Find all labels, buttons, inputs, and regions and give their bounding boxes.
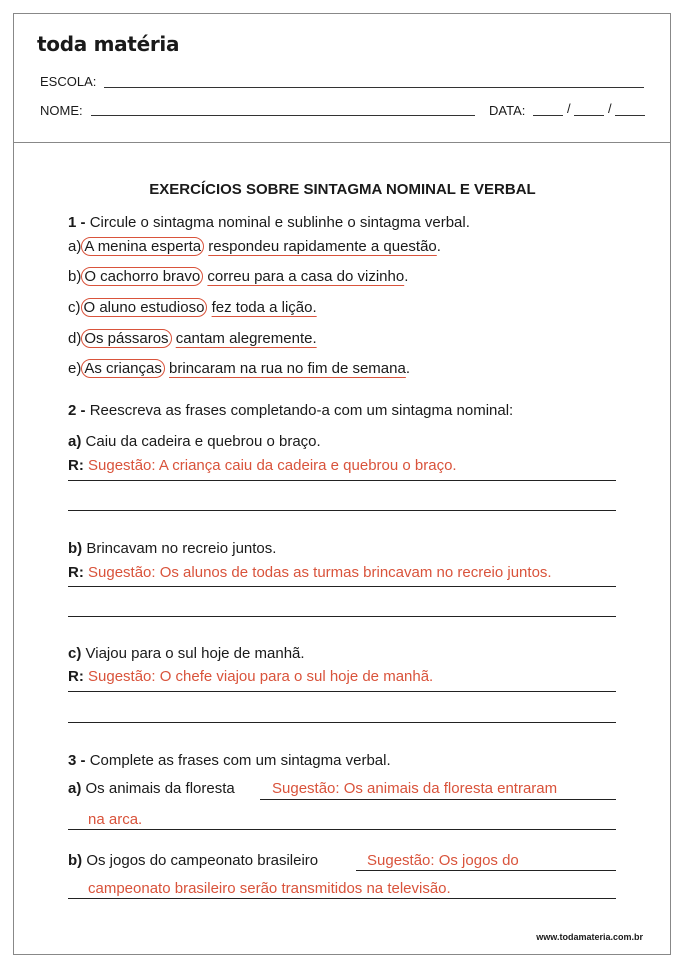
answer-line[interactable]	[68, 616, 616, 617]
nominal-phrase-circled: As crianças	[81, 359, 165, 378]
q2-item-b	[68, 540, 276, 557]
item-letter: b)	[68, 852, 83, 869]
answer-text: Sugestão: Os alunos de todas as turmas brincavam no recreio juntos.	[88, 564, 552, 581]
item-letter: c)	[68, 299, 81, 316]
item-text: Brincavam no recreio juntos.	[86, 540, 277, 557]
item-letter: a)	[68, 780, 82, 797]
q2-item-c	[68, 645, 305, 662]
footer-url[interactable]: www.todamateria.com.br	[536, 932, 643, 942]
item-letter: a)	[68, 238, 82, 255]
name-field[interactable]	[91, 115, 475, 116]
punctuation: .	[436, 238, 441, 255]
q3-item-a	[68, 780, 235, 797]
item-letter: d)	[68, 330, 82, 347]
answer-text: campeonato brasileiro serão transmitidos na televisão.	[88, 880, 451, 897]
answer-line[interactable]	[68, 829, 616, 830]
answer-line[interactable]	[68, 586, 616, 587]
item-text: Os animais da floresta	[85, 780, 235, 797]
item-letter: b)	[68, 540, 83, 557]
nominal-phrase-circled: O aluno estudioso	[81, 298, 208, 317]
school-field[interactable]	[104, 87, 644, 88]
nominal-phrase-circled: Os pássaros	[81, 329, 171, 348]
punctuation: .	[405, 360, 411, 377]
question-number: 3 -	[68, 752, 86, 769]
question-text: Circule o sintagma nominal e sublinhe o sintagma verbal.	[89, 214, 470, 231]
q1-item-b	[68, 268, 408, 285]
page-title: EXERCÍCIOS SOBRE SINTAGMA NOMINAL E VERBAL	[149, 181, 536, 198]
answer-prefix: R:	[68, 668, 84, 685]
verbal-phrase-underlined: fez toda a lição.	[211, 299, 317, 316]
verbal-phrase-underlined: respondeu rapidamente a questão	[208, 238, 437, 255]
answer-prefix: R:	[68, 457, 84, 474]
school-label: ESCOLA:	[40, 74, 97, 89]
answer-text: Sugestão: O chefe viajou para o sul hoje de manhã.	[88, 668, 434, 685]
q3-item-b	[68, 852, 318, 869]
nominal-phrase-circled: O cachorro bravo	[81, 267, 203, 286]
date-month-field[interactable]	[574, 115, 604, 116]
header-divider	[13, 142, 671, 143]
answer-text: na arca.	[88, 811, 143, 828]
date-label: DATA:	[489, 103, 526, 118]
q2-item-a	[68, 433, 321, 450]
q1-item-d	[68, 330, 317, 347]
question-3-prompt	[68, 752, 391, 769]
question-number: 2 -	[68, 402, 86, 419]
nominal-phrase-circled: A menina esperta	[81, 237, 204, 256]
item-letter: a)	[68, 433, 82, 450]
q1-item-e	[68, 360, 410, 377]
date-day-field[interactable]	[533, 115, 563, 116]
answer-line[interactable]	[68, 722, 616, 723]
question-number: 1 -	[68, 214, 86, 231]
answer-text: Sugestão: Os jogos do	[367, 852, 519, 869]
item-letter: b)	[68, 268, 82, 285]
item-text: Os jogos do campeonato brasileiro	[86, 852, 319, 869]
q1-item-c	[68, 299, 317, 316]
verbal-phrase-underlined: cantam alegremente.	[175, 330, 317, 347]
q2-answer-a	[68, 457, 457, 474]
answer-line[interactable]	[68, 510, 616, 511]
item-letter: c)	[68, 645, 82, 662]
name-label: NOME:	[40, 103, 83, 118]
question-text: Reescreva as frases completando-a com um sintagma nominal:	[89, 402, 514, 419]
answer-text: Sugestão: A criança caiu da cadeira e quebrou o braço.	[88, 457, 457, 474]
item-text: Caiu da cadeira e quebrou o braço.	[85, 433, 321, 450]
answer-prefix: R:	[68, 564, 84, 581]
date-separator: /	[567, 101, 571, 116]
item-text: Viajou para o sul hoje de manhã.	[85, 645, 305, 662]
answer-line[interactable]	[356, 870, 616, 871]
punctuation: .	[404, 268, 409, 285]
q1-item-a	[68, 238, 441, 255]
answer-line[interactable]	[260, 799, 616, 800]
logo: toda matéria	[37, 32, 180, 56]
answer-line[interactable]	[68, 480, 616, 481]
question-1-prompt	[68, 214, 470, 231]
answer-line[interactable]	[68, 691, 616, 692]
answer-line[interactable]	[68, 898, 616, 899]
item-letter: e)	[68, 360, 82, 377]
date-year-field[interactable]	[615, 115, 645, 116]
q2-answer-b	[68, 564, 552, 581]
question-text: Complete as frases com um sintagma verbal.	[89, 752, 391, 769]
question-2-prompt	[68, 402, 513, 419]
q2-answer-c	[68, 668, 433, 685]
verbal-phrase-underlined: brincaram na rua no fim de semana	[169, 360, 406, 377]
date-separator: /	[608, 101, 612, 116]
verbal-phrase-underlined: correu para a casa do vizinho	[207, 268, 405, 285]
answer-text: Sugestão: Os animais da floresta entraram	[272, 780, 558, 797]
